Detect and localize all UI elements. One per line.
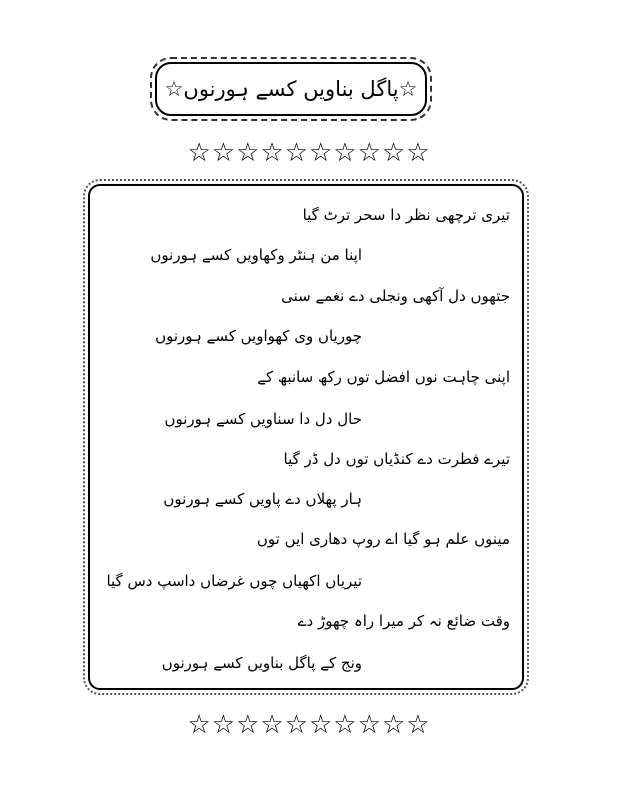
poem-line-4: چوریاں وی کھواویں کسے ہورنوں bbox=[155, 327, 362, 345]
poem-line-8: ہار پھلاں دے پاویں کسے ہورنوں bbox=[163, 490, 362, 508]
title-box bbox=[155, 62, 427, 116]
page-title: ☆پاگل بناویں کسے ہورنوں☆ bbox=[164, 77, 418, 101]
poem-line-6: حال دل دا سناویں کسے ہورنوں bbox=[164, 410, 362, 428]
poem-line-9: مینوں علم ہو گیا اے روپ دھاری ایں توں bbox=[256, 530, 510, 548]
poem-line-10: تیریاں اکھیاں چوں غرضاں داسپ دس گیا bbox=[106, 572, 362, 590]
poem-line-5: اپنی چاہت نوں افضل توں رکھ سانبھ کے bbox=[257, 368, 510, 386]
star-divider-top: ☆☆☆☆☆☆☆☆☆☆ bbox=[187, 138, 431, 168]
poem-box bbox=[88, 184, 524, 690]
poem-line-3: جتھوں دل آکھی ونجلی دے نغمے سنی bbox=[281, 287, 510, 305]
poem-line-7: تیرے فطرت دے کنڈیاں توں دل ڈر گیا bbox=[283, 450, 510, 468]
poem-line-1: تیری ترچھی نظر دا سحر ترٹ گیا bbox=[302, 206, 510, 224]
poem-line-11: وقت ضائع نہ کر میرا راہ چھوڑ دے bbox=[297, 612, 510, 630]
poem-line-2: اپنا من ہنٹر وکھاویں کسے ہورنوں bbox=[150, 246, 362, 264]
star-divider-bottom: ☆☆☆☆☆☆☆☆☆☆ bbox=[187, 710, 431, 740]
poem-line-12: ونج کے پاگل بناویں کسے ہورنوں bbox=[161, 654, 362, 672]
